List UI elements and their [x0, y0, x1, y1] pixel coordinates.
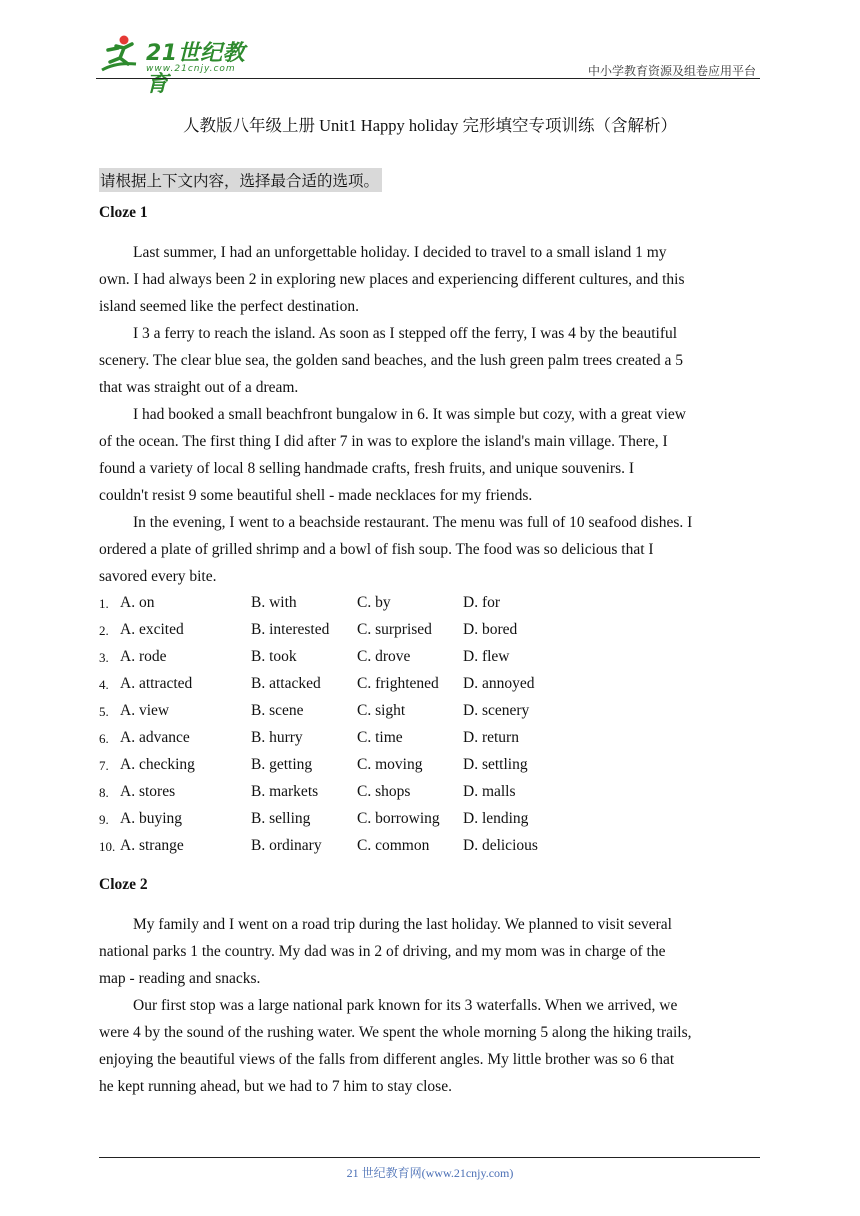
question-number: 6.	[99, 731, 109, 746]
passage-line: In the evening, I went to a beachside restaurant. The menu was full of 10 seafood dishes. I	[133, 514, 693, 531]
passage-line: found a variety of local 8 selling handmade crafts, fresh fruits, and unique souvenirs. I	[99, 460, 635, 477]
site-logo	[96, 34, 266, 97]
passage-line: I had booked a small beachfront bungalow in 6. It was simple but cozy, with a great view	[133, 406, 686, 423]
logo-url: www.21cnjy.com	[146, 64, 236, 74]
option-b: B. hurry	[251, 729, 303, 746]
option-d: D. scenery	[463, 702, 530, 719]
platform-name: 中小学教育资源及组卷应用平台	[587, 64, 756, 78]
question-number: 8.	[99, 785, 109, 800]
option-d: D. for	[463, 594, 501, 611]
option-d: D. settling	[463, 756, 528, 773]
option-a: A. buying	[120, 810, 182, 827]
cloze1-heading: Cloze 1	[99, 204, 148, 221]
option-a: A. strange	[120, 837, 184, 854]
cloze2-heading: Cloze 2	[99, 876, 148, 893]
runner-logo-icon	[96, 34, 142, 76]
passage-line: savored every bite.	[99, 568, 217, 585]
option-b: B. selling	[251, 810, 311, 827]
passage-line: ordered a plate of grilled shrimp and a bowl of fish soup. The food was so delicious that I	[99, 541, 654, 558]
question-number: 4.	[99, 677, 109, 692]
question-number: 5.	[99, 704, 109, 719]
passage-line: own. I had always been 2 in exploring new places and experiencing different cultures, and this	[99, 271, 685, 288]
option-b: B. getting	[251, 756, 313, 773]
passage-line: he kept running ahead, but we had to 7 him to stay close.	[99, 1078, 452, 1095]
option-a: A. advance	[120, 729, 190, 746]
passage-line: I 3 a ferry to reach the island. As soon as I stepped off the ferry, I was 4 by the beautiful	[133, 325, 678, 342]
passage-line: national parks 1 the country. My dad was in 2 of driving, and my mom was in charge of the	[99, 943, 666, 960]
passage-line: were 4 by the sound of the rushing water. We spent the whole morning 5 along the hiking trails,	[99, 1024, 692, 1041]
passage-line: Last summer, I had an unforgettable holiday. I decided to travel to a small island 1 my	[133, 244, 667, 261]
question-number: 10.	[99, 839, 116, 854]
option-a: A. attracted	[120, 675, 193, 692]
option-b: B. markets	[251, 783, 319, 800]
option-d: D. lending	[463, 810, 529, 827]
instruction-text: 请根据上下文内容，选择最合适的选项。	[99, 168, 382, 192]
page-header	[96, 34, 760, 97]
option-c: C. sight	[357, 702, 406, 719]
option-b: B. attacked	[251, 675, 321, 692]
option-b: B. scene	[251, 702, 304, 719]
option-d: D. bored	[463, 621, 518, 638]
footer-divider	[99, 1157, 760, 1158]
option-d: D. annoyed	[463, 675, 535, 692]
passage-line: enjoying the beautiful views of the falls from different angles. My little brother was so 6 that	[99, 1051, 675, 1068]
passage-line: Our first stop was a large national park known for its 3 waterfalls. When we arrived, we	[133, 997, 678, 1014]
cloze2-passage	[99, 911, 771, 1100]
option-c: C. moving	[357, 756, 423, 773]
question-number: 9.	[99, 812, 109, 827]
option-a: A. excited	[120, 621, 184, 638]
option-a: A. on	[120, 594, 155, 611]
header-divider	[96, 78, 760, 79]
option-d: D. flew	[463, 648, 510, 665]
passage-line: scenery. The clear blue sea, the golden sand beaches, and the lush green palm trees created a 5	[99, 352, 684, 369]
passage-line: island seemed like the perfect destination.	[99, 298, 359, 315]
logo-text: 21世纪教育	[146, 41, 246, 97]
option-c: C. common	[357, 837, 430, 854]
option-c: C. shops	[357, 783, 411, 800]
passage-line: that was straight out of a dream.	[99, 379, 299, 396]
document-title: 人教版八年级上册 Unit1 Happy holiday 完形填空专项训练（含解析）	[182, 116, 678, 135]
option-b: B. interested	[251, 621, 330, 638]
passage-line: map - reading and snacks.	[99, 970, 261, 987]
option-b: B. ordinary	[251, 837, 322, 854]
option-b: B. took	[251, 648, 297, 665]
option-d: D. return	[463, 729, 519, 746]
option-c: C. by	[357, 594, 391, 611]
option-c: C. surprised	[357, 621, 432, 638]
option-b: B. with	[251, 594, 297, 611]
option-c: C. drove	[357, 648, 411, 665]
question-number: 2.	[99, 623, 109, 638]
passage-line: couldn't resist 9 some beautiful shell - made necklaces for my friends.	[99, 487, 533, 504]
question-number: 3.	[99, 650, 109, 665]
option-c: C. time	[357, 729, 403, 746]
option-c: C. frightened	[357, 675, 439, 692]
cloze1-passage	[99, 239, 771, 590]
option-a: A. stores	[120, 783, 176, 800]
passage-line: My family and I went on a road trip during the last holiday. We planned to visit several	[133, 916, 672, 933]
option-c: C. borrowing	[357, 810, 440, 827]
option-d: D. delicious	[463, 837, 538, 854]
passage-line: of the ocean. The first thing I did after 7 in was to explore the island's main village. There, I	[99, 433, 668, 450]
option-d: D. malls	[463, 783, 516, 800]
question-number: 7.	[99, 758, 109, 773]
question-number: 1.	[99, 596, 109, 611]
option-a: A. rode	[120, 648, 167, 665]
option-a: A. view	[120, 702, 170, 719]
option-a: A. checking	[120, 756, 195, 773]
footer-text: 21 世纪教育网(www.21cnjy.com)	[346, 1166, 514, 1180]
